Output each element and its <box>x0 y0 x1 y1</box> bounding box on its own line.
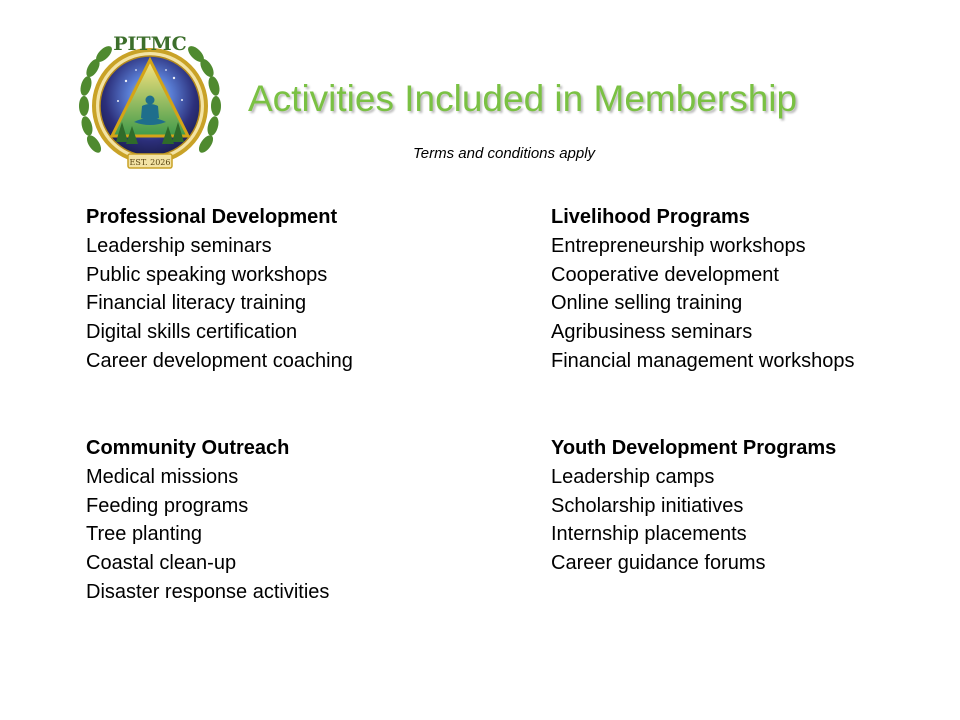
section-heading: Professional Development <box>86 206 338 228</box>
list-item: Career guidance forums <box>551 552 766 575</box>
list-item: Online selling training <box>551 292 743 315</box>
list-item: Leadership seminars <box>86 234 272 257</box>
pitmc-emblem <box>76 26 224 176</box>
section-livelihood-programs <box>551 203 855 376</box>
list-item: Agribusiness seminars <box>551 321 753 344</box>
list-item: Medical missions <box>86 465 239 488</box>
list-item: Coastal clean-up <box>86 552 237 575</box>
section-heading: Youth Development Programs <box>551 437 837 459</box>
section-community-outreach <box>86 434 329 607</box>
section-professional-development <box>86 203 353 376</box>
list-item: Scholarship initiatives <box>551 494 744 517</box>
pitmc-logo <box>76 26 224 176</box>
list-item: Leadership camps <box>551 465 715 488</box>
list-item: Disaster response activities <box>86 580 330 603</box>
page-title: Activities Included in Membership <box>248 78 798 119</box>
terms-note: Terms and conditions apply <box>413 145 596 162</box>
list-item: Career development coaching <box>86 349 353 372</box>
section-heading: Livelihood Programs <box>551 206 750 228</box>
list-item: Cooperative development <box>551 263 779 286</box>
list-item: Financial management workshops <box>551 349 855 372</box>
list-item: Digital skills certification <box>86 321 298 344</box>
logo-text: PITMC <box>113 33 187 55</box>
list-item: Entrepreneurship workshops <box>551 234 806 257</box>
list-item: Internship placements <box>551 523 747 546</box>
list-item: Tree planting <box>86 523 202 546</box>
list-item: Feeding programs <box>86 494 249 517</box>
section-youth-development-programs <box>551 434 836 578</box>
section-heading: Community Outreach <box>86 437 290 459</box>
logo-est: EST. 2026 <box>129 158 171 167</box>
list-item: Public speaking workshops <box>86 263 328 286</box>
list-item: Financial literacy training <box>86 292 307 315</box>
